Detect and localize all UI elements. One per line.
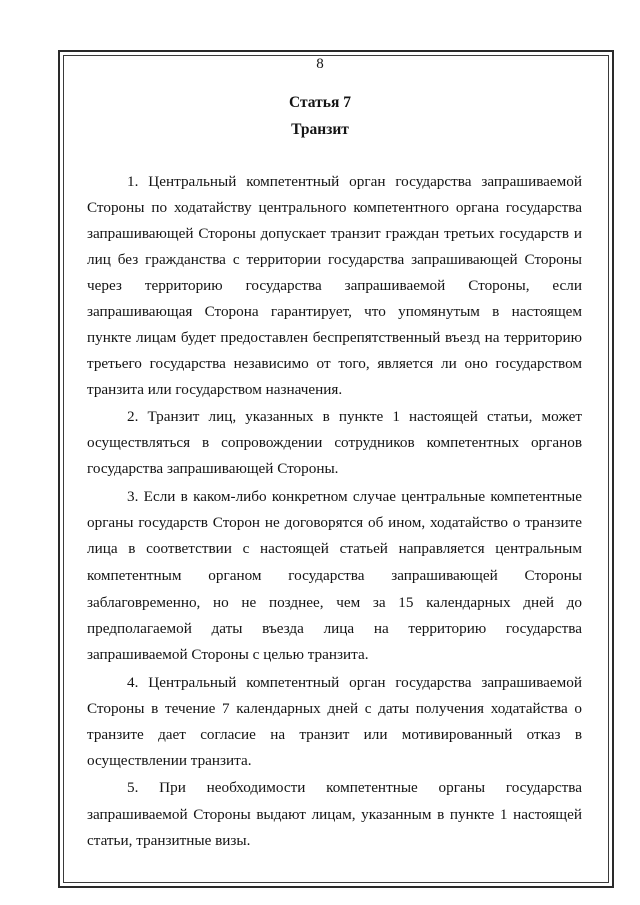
- text-line: транзите дает согласие на транзит или мотивированный отказ в: [87, 726, 582, 743]
- text-line: органы государств Сторон не договорятся об ином, ходатайство о транзите: [87, 514, 582, 531]
- page-number: 8: [316, 56, 324, 72]
- text-line: транзита или государством назначения.: [87, 381, 343, 398]
- text-line: запрашивающая Сторона гарантирует, что упомянутым в настоящем: [87, 303, 582, 320]
- text-line: Стороны в течение 7 календарных дней с даты получения ходатайства о: [87, 700, 582, 717]
- text-line: 4. Центральный компетентный орган государства запрашиваемой: [127, 674, 582, 691]
- text-line: пункте лицам будет предоставлен беспрепятственный въезд на территорию: [87, 329, 582, 346]
- text-line: запрашивающей Стороны допускает транзит граждан третьих государств и: [87, 225, 582, 242]
- text-line: компетентным органом государства запрашивающей Стороны: [87, 567, 582, 584]
- article-heading: Транзит: [291, 121, 349, 138]
- text-line: третьего государства независимо от того, является ли оно государством: [87, 355, 582, 372]
- article-number: Статья 7: [289, 94, 351, 111]
- text-line: 1. Центральный компетентный орган государства запрашиваемой: [127, 173, 582, 190]
- text-line: осуществляться в сопровождении сотрудников компетентных органов: [87, 434, 582, 451]
- text-line: заблаговременно, но не позднее, чем за 15 календарных дней до: [87, 594, 582, 611]
- text-line: 3. Если в каком-либо конкретном случае центральные компетентные: [127, 488, 582, 505]
- text-line: лиц без гражданства с территории государства запрашивающей Стороны: [87, 251, 582, 268]
- text-line: Стороны по ходатайству центрального компетентного органа государства: [87, 199, 582, 216]
- text-line: 5. При необходимости компетентные органы государства: [127, 779, 582, 796]
- text-line: запрашиваемой Стороны с целью транзита.: [87, 646, 369, 663]
- text-line: лица в соответствии с настоящей статьей направляется центральным: [87, 540, 582, 557]
- text-line: статьи, транзитные визы.: [87, 832, 251, 849]
- text-line: 2. Транзит лиц, указанных в пункте 1 настоящей статьи, может: [127, 408, 582, 425]
- text-line: предполагаемой даты въезда лица на территорию государства: [87, 620, 582, 637]
- text-line: через территорию государства запрашиваемой Стороны, если: [87, 277, 582, 294]
- text-line: запрашиваемой Стороны выдают лицам, указанным в пункте 1 настоящей: [87, 806, 582, 823]
- text-line: государства запрашивающей Стороны.: [87, 460, 339, 477]
- text-line: осуществлении транзита.: [87, 752, 252, 769]
